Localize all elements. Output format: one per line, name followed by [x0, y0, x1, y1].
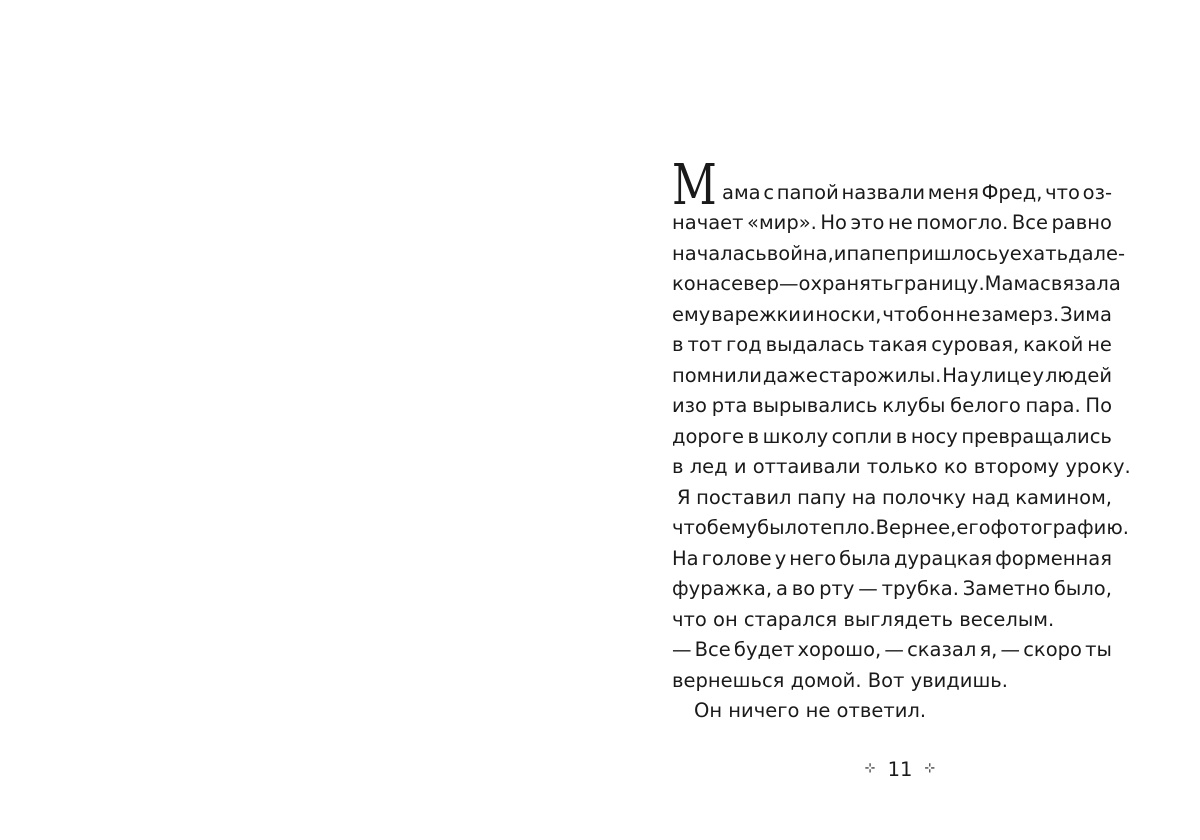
word: — [884, 638, 904, 661]
word: чтоб [882, 302, 930, 326]
ornament-left-icon: ⊹ [864, 760, 876, 776]
word: Зима [1060, 302, 1112, 326]
body-text [672, 140, 1131, 727]
word: сопли [831, 424, 893, 448]
word: дурацкая [894, 546, 993, 570]
word: голове [701, 546, 772, 570]
word: «мир». [747, 211, 817, 234]
word: людей [1044, 363, 1112, 387]
text-line [672, 666, 1112, 697]
word: север [720, 272, 780, 295]
word: это [850, 211, 885, 234]
word: ко [672, 272, 696, 295]
word: сказал [907, 638, 977, 661]
word: — [1000, 638, 1021, 661]
word: Вернее, [875, 516, 957, 539]
word: и [801, 302, 815, 326]
word: в [895, 424, 908, 448]
word: Я [677, 485, 691, 509]
word: папу [797, 485, 847, 509]
word: равно [1051, 211, 1112, 234]
ornament-right-icon: ⊹ [924, 760, 936, 776]
word: Все [694, 638, 731, 661]
text-line [672, 269, 1121, 300]
word: скоро [1023, 638, 1082, 661]
word: рту [819, 577, 855, 600]
word: носу [910, 424, 958, 448]
word: связала [1040, 272, 1121, 295]
word: варежки [711, 302, 801, 326]
text-line [672, 544, 1112, 575]
word: его [956, 516, 991, 539]
text-lines [672, 208, 1131, 727]
word: поставил [696, 485, 792, 509]
word: замерз. [981, 302, 1060, 326]
word: суровая, [931, 333, 1020, 356]
word: чтоб [672, 516, 719, 539]
word: в [672, 333, 684, 356]
first-line [672, 140, 1112, 218]
line-text: что он старался выглядеть веселым. [672, 607, 1055, 631]
word: какой [1023, 333, 1084, 356]
line-text: в лед и оттаивали только ко второму уроку. [672, 455, 1131, 478]
word: тепло. [808, 516, 876, 539]
word: оз- [1082, 180, 1112, 204]
word: клубы [882, 394, 946, 417]
word: папе [846, 241, 896, 265]
word: На [672, 546, 699, 570]
word: помогло. [916, 211, 1009, 234]
word: Все [1011, 211, 1048, 234]
word: папой [776, 180, 839, 204]
word: будет [733, 638, 795, 661]
word: началась [672, 241, 767, 265]
word: было [757, 516, 809, 539]
text-line [672, 391, 1112, 422]
word: изо [672, 394, 707, 417]
word: пара. [1025, 394, 1081, 417]
word: хорошо, [797, 638, 882, 661]
word: Фред, [981, 180, 1043, 204]
text-line [672, 422, 1112, 453]
text-line [672, 483, 1112, 514]
word: старожилы. [818, 363, 942, 387]
text-line [672, 239, 1126, 270]
word: охранять [798, 272, 894, 295]
word: тот [687, 333, 723, 356]
text-line [672, 208, 1112, 239]
word: ама [722, 180, 761, 204]
word: Заметно [962, 577, 1050, 600]
text-line [672, 300, 1112, 331]
word: — [672, 638, 692, 661]
word: не [955, 302, 981, 326]
word: улице [969, 363, 1032, 387]
word: Но [820, 211, 847, 234]
word: ты [1085, 638, 1112, 661]
text-line [672, 696, 1112, 727]
word: начает [672, 211, 744, 234]
word: ему [718, 516, 758, 539]
word: я, [979, 638, 998, 661]
text-line [672, 605, 1112, 636]
word: а [775, 577, 788, 600]
word: над [971, 485, 1010, 509]
line-text: вернешься домой. Вот увидишь. [672, 668, 1008, 692]
drop-cap: М [672, 153, 717, 218]
word: камином, [1015, 485, 1112, 509]
word: вырывались [752, 394, 878, 417]
word: он [930, 302, 955, 326]
text-line [672, 513, 1129, 544]
word: на [851, 485, 877, 509]
word: во [791, 577, 816, 600]
line-text: Он ничего не ответил. [694, 699, 927, 722]
word: не [1087, 333, 1112, 356]
word: с [763, 180, 775, 204]
word: у [1032, 363, 1045, 387]
word: него [789, 546, 837, 570]
word: выдалась [765, 333, 865, 356]
word: На [942, 363, 969, 387]
word: По [1085, 394, 1112, 417]
text-line [672, 361, 1112, 392]
word: меня [927, 180, 979, 204]
word: в [747, 424, 760, 448]
word: — [858, 577, 878, 600]
word: дороге [672, 424, 744, 448]
word: пришлось [895, 241, 999, 265]
word: дале- [1068, 241, 1126, 265]
text-line [672, 574, 1112, 605]
word: трубка. [881, 577, 959, 600]
word: и [833, 241, 847, 265]
word: белого [950, 394, 1021, 417]
word: не [887, 211, 913, 234]
word: границу. [893, 272, 985, 295]
word: школу [762, 424, 829, 448]
word: война, [766, 241, 834, 265]
word: носки, [815, 302, 882, 326]
word: год [726, 333, 762, 356]
text-line [672, 635, 1112, 666]
word: даже [762, 363, 818, 387]
word: ему [672, 302, 711, 326]
word: помнили [672, 363, 762, 387]
word: форменная [995, 546, 1112, 570]
right-page [600, 0, 1200, 840]
text-line [672, 330, 1112, 361]
word: у [774, 546, 787, 570]
word: Мама [984, 272, 1041, 295]
page-number: 11 [887, 758, 913, 781]
word: полочку [881, 485, 966, 509]
word: рта [711, 394, 748, 417]
word: на [695, 272, 721, 295]
word: назвали [841, 180, 926, 204]
word: — [779, 272, 799, 295]
word: такая [868, 333, 928, 356]
word: уехать [998, 241, 1069, 265]
word: что [1045, 180, 1080, 204]
word: фуражка, [672, 577, 773, 600]
page-folio [600, 756, 1200, 785]
word: было, [1053, 577, 1112, 600]
word: фотографию. [990, 516, 1129, 539]
text-line [672, 452, 1131, 483]
word: была [839, 546, 891, 570]
word: превращались [961, 424, 1112, 448]
